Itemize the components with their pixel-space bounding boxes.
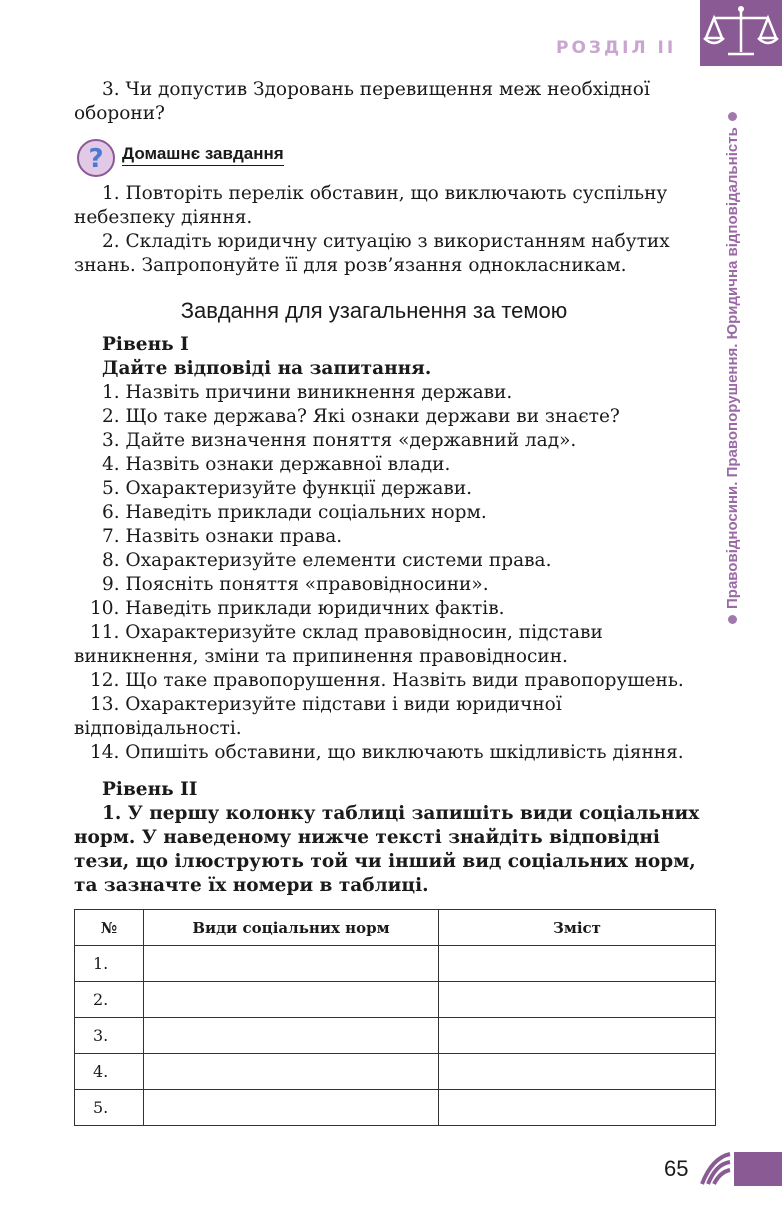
table-cell-number: 3. bbox=[75, 1018, 144, 1054]
table-header-number: № bbox=[75, 910, 144, 946]
list-item: 14. Опишіть обставини, що виключають шкідливість діяння. bbox=[90, 742, 684, 763]
level-2-task: 1. У першу колонку таблиці запишіть види соціальних норм. У наведеному нижче тексті знайдіть відповідні тези, що ілюструють той чи інший вид соціальних норм, та зазначте їх номери в таблиці. bbox=[74, 803, 700, 896]
list-item: 9. Поясніть поняття «правовідносини». bbox=[102, 574, 489, 595]
table-cell-content[interactable] bbox=[439, 1018, 716, 1054]
question-mark-icon bbox=[76, 138, 116, 178]
list-item: 1. Назвіть причини виникнення держави. bbox=[102, 382, 513, 403]
table-cell-type[interactable] bbox=[144, 1018, 439, 1054]
table-cell-content[interactable] bbox=[439, 1054, 716, 1090]
list-item: 13. Охарактеризуйте підстави і види юридичної відповідальності. bbox=[74, 694, 562, 739]
table-cell-type[interactable] bbox=[144, 946, 439, 982]
table-header-content: Зміст bbox=[439, 910, 716, 946]
list-item: 4. Назвіть ознаки державної влади. bbox=[102, 454, 451, 475]
table-cell-content[interactable] bbox=[439, 1090, 716, 1126]
table-header-types: Види соціальних норм bbox=[144, 910, 439, 946]
scales-icon bbox=[700, 0, 782, 66]
wave-lines-icon bbox=[700, 1148, 782, 1188]
table-row bbox=[75, 1018, 716, 1054]
homework-item-2: 2. Складіть юридичну ситуацію з використанням набутих знань. Запропонуйте її для розв’язання однокласникам. bbox=[74, 231, 670, 276]
table-cell-type[interactable] bbox=[144, 1090, 439, 1126]
table-header-row bbox=[75, 910, 716, 946]
table-row bbox=[75, 982, 716, 1018]
table-cell-content[interactable] bbox=[439, 982, 716, 1018]
table-cell-type[interactable] bbox=[144, 1054, 439, 1090]
question-3: 3. Чи допустив Здоровань перевищення меж необхідної оборони? bbox=[74, 79, 650, 124]
list-item: 8. Охарактеризуйте елементи системи права. bbox=[102, 550, 552, 571]
social-norms-table bbox=[74, 909, 716, 1126]
side-title bbox=[720, 90, 744, 630]
list-item: 10. Наведіть приклади юридичних фактів. bbox=[90, 598, 505, 619]
page-corner-decoration bbox=[700, 1148, 782, 1188]
table-row bbox=[75, 1090, 716, 1126]
table-cell-number: 5. bbox=[75, 1090, 144, 1126]
list-item: 11. Охарактеризуйте склад правовідносин, підстави виникнення, зміни та припинення правовідносин. bbox=[74, 622, 603, 667]
svg-text:?: ? bbox=[88, 144, 104, 174]
table-cell-number: 4. bbox=[75, 1054, 144, 1090]
list-item: 2. Що таке держава? Які ознаки держави ви знаєте? bbox=[102, 406, 620, 427]
bullet-dot-icon bbox=[728, 112, 737, 121]
level-1-label: Рівень І bbox=[102, 334, 189, 355]
page-number: 65 bbox=[664, 1156, 689, 1181]
header-corner-block bbox=[700, 0, 782, 66]
table-row bbox=[75, 946, 716, 982]
table-cell-type[interactable] bbox=[144, 982, 439, 1018]
level-2-label: Рівень ІІ bbox=[102, 779, 198, 800]
list-item: 5. Охарактеризуйте функції держави. bbox=[102, 478, 473, 499]
list-item: 6. Наведіть приклади соціальних норм. bbox=[102, 502, 487, 523]
list-item: 7. Назвіть ознаки права. bbox=[102, 526, 343, 547]
side-title-text: Правовідносини. Правопорушення. Юридична відповідальність bbox=[723, 127, 741, 609]
list-item: 3. Дайте визначення поняття «державний лад». bbox=[102, 430, 577, 451]
level-1-instruction: Дайте відповіді на запитання. bbox=[102, 358, 432, 379]
table-cell-content[interactable] bbox=[439, 946, 716, 982]
table-row bbox=[75, 1054, 716, 1090]
summary-title: Завдання для узагальнення за темою bbox=[180, 298, 568, 323]
homework-item-1: 1. Повторіть перелік обставин, що виключають суспільну небезпеку діяння. bbox=[74, 183, 668, 228]
table-cell-number: 1. bbox=[75, 946, 144, 982]
table-cell-number: 2. bbox=[75, 982, 144, 1018]
section-label: РОЗДІЛ II bbox=[556, 38, 677, 58]
homework-title: Домашнє завдання bbox=[122, 144, 284, 166]
bullet-dot-icon bbox=[728, 615, 737, 624]
list-item: 12. Що таке правопорушення. Назвіть види правопорушень. bbox=[90, 670, 684, 691]
